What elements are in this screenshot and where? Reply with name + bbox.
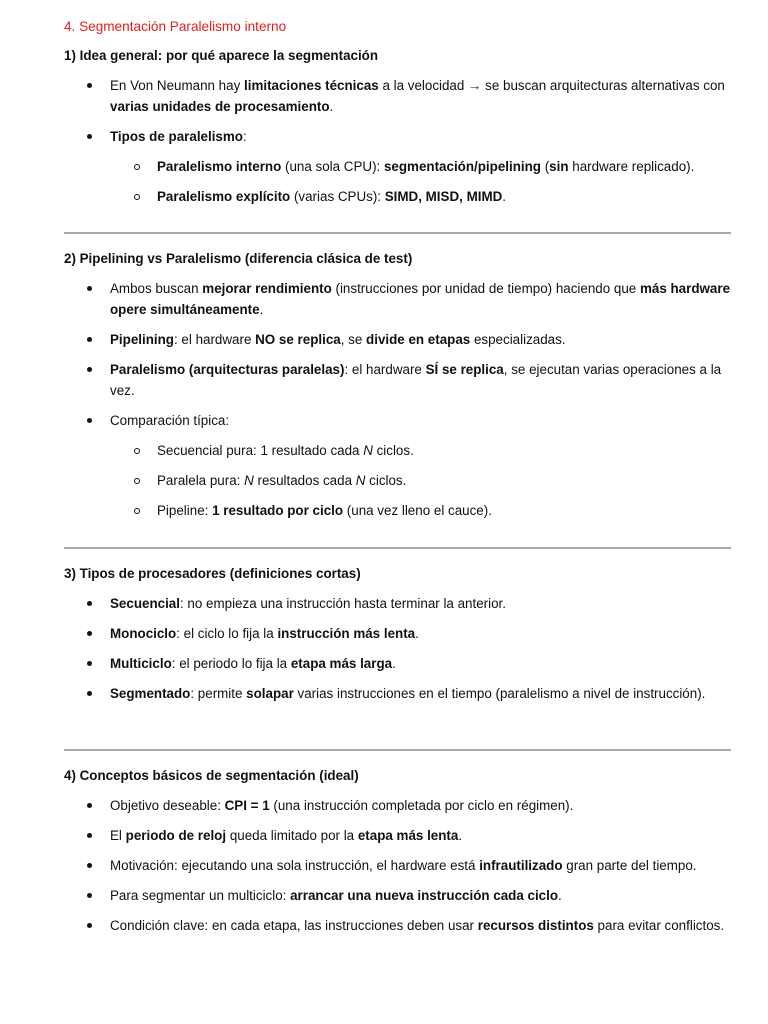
bullet-icon [87, 803, 92, 808]
list-item: Multiciclo: el periodo lo fija la etapa más larga. [64, 653, 732, 674]
bullet-icon [87, 923, 92, 928]
section-heading: 2) Pipelining vs Paralelismo (diferencia clásica de test) [64, 251, 413, 266]
document-title: 4. Segmentación Paralelismo interno [64, 19, 287, 34]
bullet-icon [87, 418, 92, 423]
list-subitem: Paralelismo explícito (varias CPUs): SIMD, MISD, MIMD. [64, 186, 732, 207]
list-subitem: Secuencial pura: 1 resultado cada N ciclos. [64, 440, 732, 461]
circle-bullet-icon [134, 508, 140, 514]
list-item: Para segmentar un multiciclo: arrancar una nueva instrucción cada ciclo. [64, 885, 732, 906]
circle-bullet-icon [134, 164, 140, 170]
bullet-icon [87, 631, 92, 636]
list-subitem: Pipeline: 1 resultado por ciclo (una vez lleno el cauce). [64, 500, 732, 521]
list-item: El periodo de reloj queda limitado por la etapa más lenta. [64, 825, 732, 846]
section-3 [64, 563, 732, 704]
bullet-icon [87, 337, 92, 342]
list-item: Monociclo: el ciclo lo fija la instrucción más lenta. [64, 623, 732, 644]
circle-bullet-icon [134, 478, 140, 484]
list-subitem: Paralelismo interno (una sola CPU): segmentación/pipelining (sin hardware replicado). [64, 156, 732, 177]
bullet-icon [87, 367, 92, 372]
section-divider [64, 749, 731, 751]
bullet-list [64, 593, 732, 704]
list-item: Paralelismo (arquitecturas paralelas): el hardware SÍ se replica, se ejecutan varias operaciones a la vez. [64, 359, 732, 401]
list-item: Tipos de paralelismo: [64, 126, 732, 147]
section-heading: 4) Conceptos básicos de segmentación (ideal) [64, 768, 359, 783]
bullet-icon [87, 691, 92, 696]
bullet-icon [87, 83, 92, 88]
section-divider [64, 547, 731, 549]
bullet-list [64, 795, 732, 936]
section-heading: 3) Tipos de procesadores (definiciones cortas) [64, 566, 361, 581]
section-divider [64, 232, 731, 234]
section-4 [64, 765, 732, 936]
circle-bullet-icon [134, 194, 140, 200]
list-item: Motivación: ejecutando una sola instrucción, el hardware está infrautilizado gran parte del tiempo. [64, 855, 732, 876]
section-2 [64, 248, 732, 521]
bullet-icon [87, 893, 92, 898]
bullet-icon [87, 833, 92, 838]
list-item: Ambos buscan mejorar rendimiento (instrucciones por unidad de tiempo) haciendo que más hardware opere simultáneamente. [64, 278, 732, 320]
circle-bullet-icon [134, 448, 140, 454]
list-item: Pipelining: el hardware NO se replica, se divide en etapas especializadas. [64, 329, 732, 350]
bullet-icon [87, 134, 92, 139]
section-1 [64, 45, 732, 207]
list-item: Secuencial: no empieza una instrucción hasta terminar la anterior. [64, 593, 732, 614]
list-item: En Von Neumann hay limitaciones técnicas a la velocidad → se buscan arquitecturas alternativas con varias unidades de procesamiento. [64, 75, 732, 117]
bullet-icon [87, 601, 92, 606]
bullet-list [64, 75, 732, 207]
bullet-icon [87, 286, 92, 291]
bullet-icon [87, 863, 92, 868]
bullet-icon [87, 661, 92, 666]
list-item: Segmentado: permite solapar varias instrucciones en el tiempo (paralelismo a nivel de instrucción). [64, 683, 732, 704]
section-heading: 1) Idea general: por qué aparece la segmentación [64, 48, 379, 63]
list-item: Condición clave: en cada etapa, las instrucciones deben usar recursos distintos para evitar conflictos. [64, 915, 732, 936]
list-item: Objetivo deseable: CPI = 1 (una instrucción completada por ciclo en régimen). [64, 795, 732, 816]
list-item: Comparación típica: [64, 410, 732, 431]
bullet-list [64, 278, 732, 521]
list-subitem: Paralela pura: N resultados cada N ciclos. [64, 470, 732, 491]
